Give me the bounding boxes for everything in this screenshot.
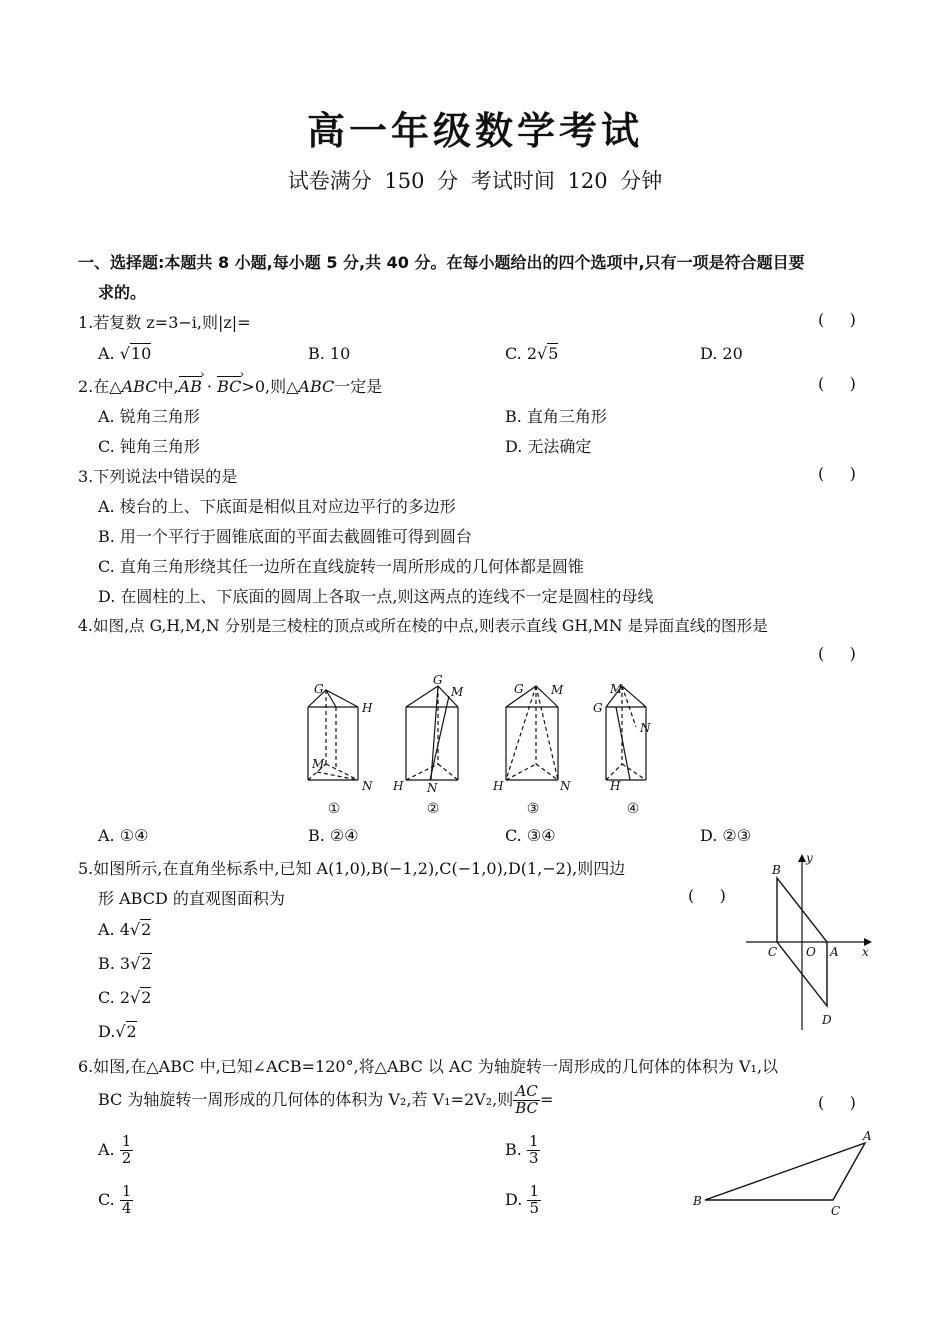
q2-stem: 2.在△ABC中,AB › · BC ›>0,则△ABC一定是 <box>78 374 382 397</box>
q1-stem: 1.若复数 z=3−i,则|z|= <box>78 313 251 332</box>
q1-answer-paren: ( ) <box>818 310 856 329</box>
q3-option-c: C. 直角三角形绕其任一边所在直线旋转一周所形成的几何体都是圆锥 <box>98 557 584 576</box>
section-heading: 一、选择题:本题共 8 小题,每小题 5 分,共 40 分。在每小题给出的四个选项中,只有一项是符合题目要 <box>78 253 805 272</box>
x-axis-label: x <box>862 945 869 959</box>
q5-option-a: A. 4√2 <box>98 920 152 939</box>
q5-stem: 5.如图所示,在直角坐标系中,已知 A(1,0),B(−1,2),C(−1,0),D(1,−2),则四边 <box>78 859 626 878</box>
q4-option-d: D. ②③ <box>700 826 752 845</box>
q6-option-d: D. $\frac{1}{5}$ <box>505 1182 539 1217</box>
q1-option-c: C. 2√5 <box>505 344 559 363</box>
q4-figure-3 <box>506 686 558 780</box>
q4-prism-figures <box>290 672 670 822</box>
point-d-label: D <box>822 1013 832 1027</box>
q6-stem-cont: BC 为轴旋转一周形成的几何体的体积为 V₂,若 V₁=2V₂,则 $\frac{AC}{BC}$ = <box>98 1082 554 1117</box>
triangle-label-b: B <box>693 1194 702 1208</box>
q1-option-b: B. 10 <box>308 344 351 363</box>
q4-option-a: A. ①④ <box>98 826 149 845</box>
fig-number-3: ③ <box>526 801 540 817</box>
q5-option-b: B. 3√2 <box>98 954 152 973</box>
fig4-label-g: G <box>593 701 603 715</box>
q5-stem-cont: 形 ABCD 的直观图面积为 <box>98 889 285 908</box>
q1-option-a: A. √10 <box>98 344 152 363</box>
q2-answer-paren: ( ) <box>818 374 856 393</box>
fig1-label-g: G <box>314 682 324 696</box>
fig2-label-n: N <box>427 781 438 795</box>
point-a-label: A <box>830 945 839 959</box>
q5-coordinate-figure <box>740 848 880 1038</box>
q6-triangle-figure <box>685 1125 885 1225</box>
q3-answer-paren: ( ) <box>818 464 856 483</box>
fig-number-4: ④ <box>626 801 640 817</box>
section-heading-cont: 求的。 <box>98 283 147 302</box>
exam-subtitle: 试卷满分 150 分 考试时间 120 分钟 <box>287 169 663 193</box>
fig-number-2: ② <box>426 801 440 817</box>
fig4-label-n: N <box>640 721 651 735</box>
point-b-label: B <box>772 863 781 877</box>
fig3-label-g: G <box>514 682 524 696</box>
q4-stem: 4.如图,点 G,H,M,N 分别是三棱柱的顶点或所在棱的中点,则表示直线 GH,MN 是异面直线的图形是 <box>78 617 768 635</box>
q1-option-d: D. 20 <box>700 344 743 363</box>
fig4-label-m: M <box>610 682 623 696</box>
exam-title: 高一年级数学考试 <box>306 109 643 153</box>
triangle-label-c: C <box>831 1204 841 1218</box>
q6-option-c: C. $\frac{1}{4}$ <box>98 1182 132 1217</box>
q4-option-b: B. ②④ <box>308 826 359 845</box>
q3-option-b: B. 用一个平行于圆锥底面的平面去截圆锥可得到圆台 <box>98 527 472 546</box>
q3-option-d: D. 在圆柱的上、下底面的圆周上各取一点,则这两点的连线不一定是圆柱的母线 <box>98 587 654 606</box>
origin-label: O <box>806 945 816 959</box>
q3-option-a: A. 棱台的上、下底面是相似且对应边平行的多边形 <box>98 497 456 516</box>
q2-option-d: D. 无法确定 <box>505 437 592 456</box>
q2-option-a: A. 锐角三角形 <box>98 407 200 426</box>
q5-answer-paren: ( ) <box>688 886 726 905</box>
fig2-label-g: G <box>433 673 443 687</box>
q4-option-c: C. ③④ <box>505 826 556 845</box>
q2-option-c: C. 钝角三角形 <box>98 437 200 456</box>
q3-stem: 3.下列说法中错误的是 <box>78 467 238 486</box>
q6-stem: 6.如图,在△ABC 中,已知∠ACB=120°,将△ABC 以 AC 为轴旋转一周形成的几何体的体积为 V₁,以 <box>78 1057 779 1076</box>
q2-option-b: B. 直角三角形 <box>505 407 607 426</box>
q6-option-a: A. $\frac{1}{2}$ <box>98 1132 132 1167</box>
fig-number-1: ① <box>327 801 341 817</box>
fig2-label-m: M <box>451 685 464 699</box>
q4-answer-paren: ( ) <box>818 644 856 663</box>
q6-answer-paren: ( ) <box>818 1093 856 1112</box>
fig1-label-n: N <box>362 779 373 793</box>
y-axis-label: y <box>806 851 813 865</box>
q5-option-d: D.√2 <box>98 1022 137 1041</box>
triangle-label-a: A <box>863 1129 872 1143</box>
fig2-label-h: H <box>393 779 404 793</box>
fig1-label-m: M <box>312 757 325 771</box>
q4-figure-2 <box>406 686 458 780</box>
fig1-label-h: H <box>362 701 373 715</box>
point-c-label: C <box>768 945 778 959</box>
fig3-label-m: M <box>551 683 564 697</box>
q6-option-b: B. $\frac{1}{3}$ <box>505 1132 539 1167</box>
q5-option-c: C. 2√2 <box>98 988 152 1007</box>
fig3-label-n: N <box>560 779 571 793</box>
fig4-label-h: H <box>610 779 621 793</box>
fig3-label-h: H <box>493 779 504 793</box>
